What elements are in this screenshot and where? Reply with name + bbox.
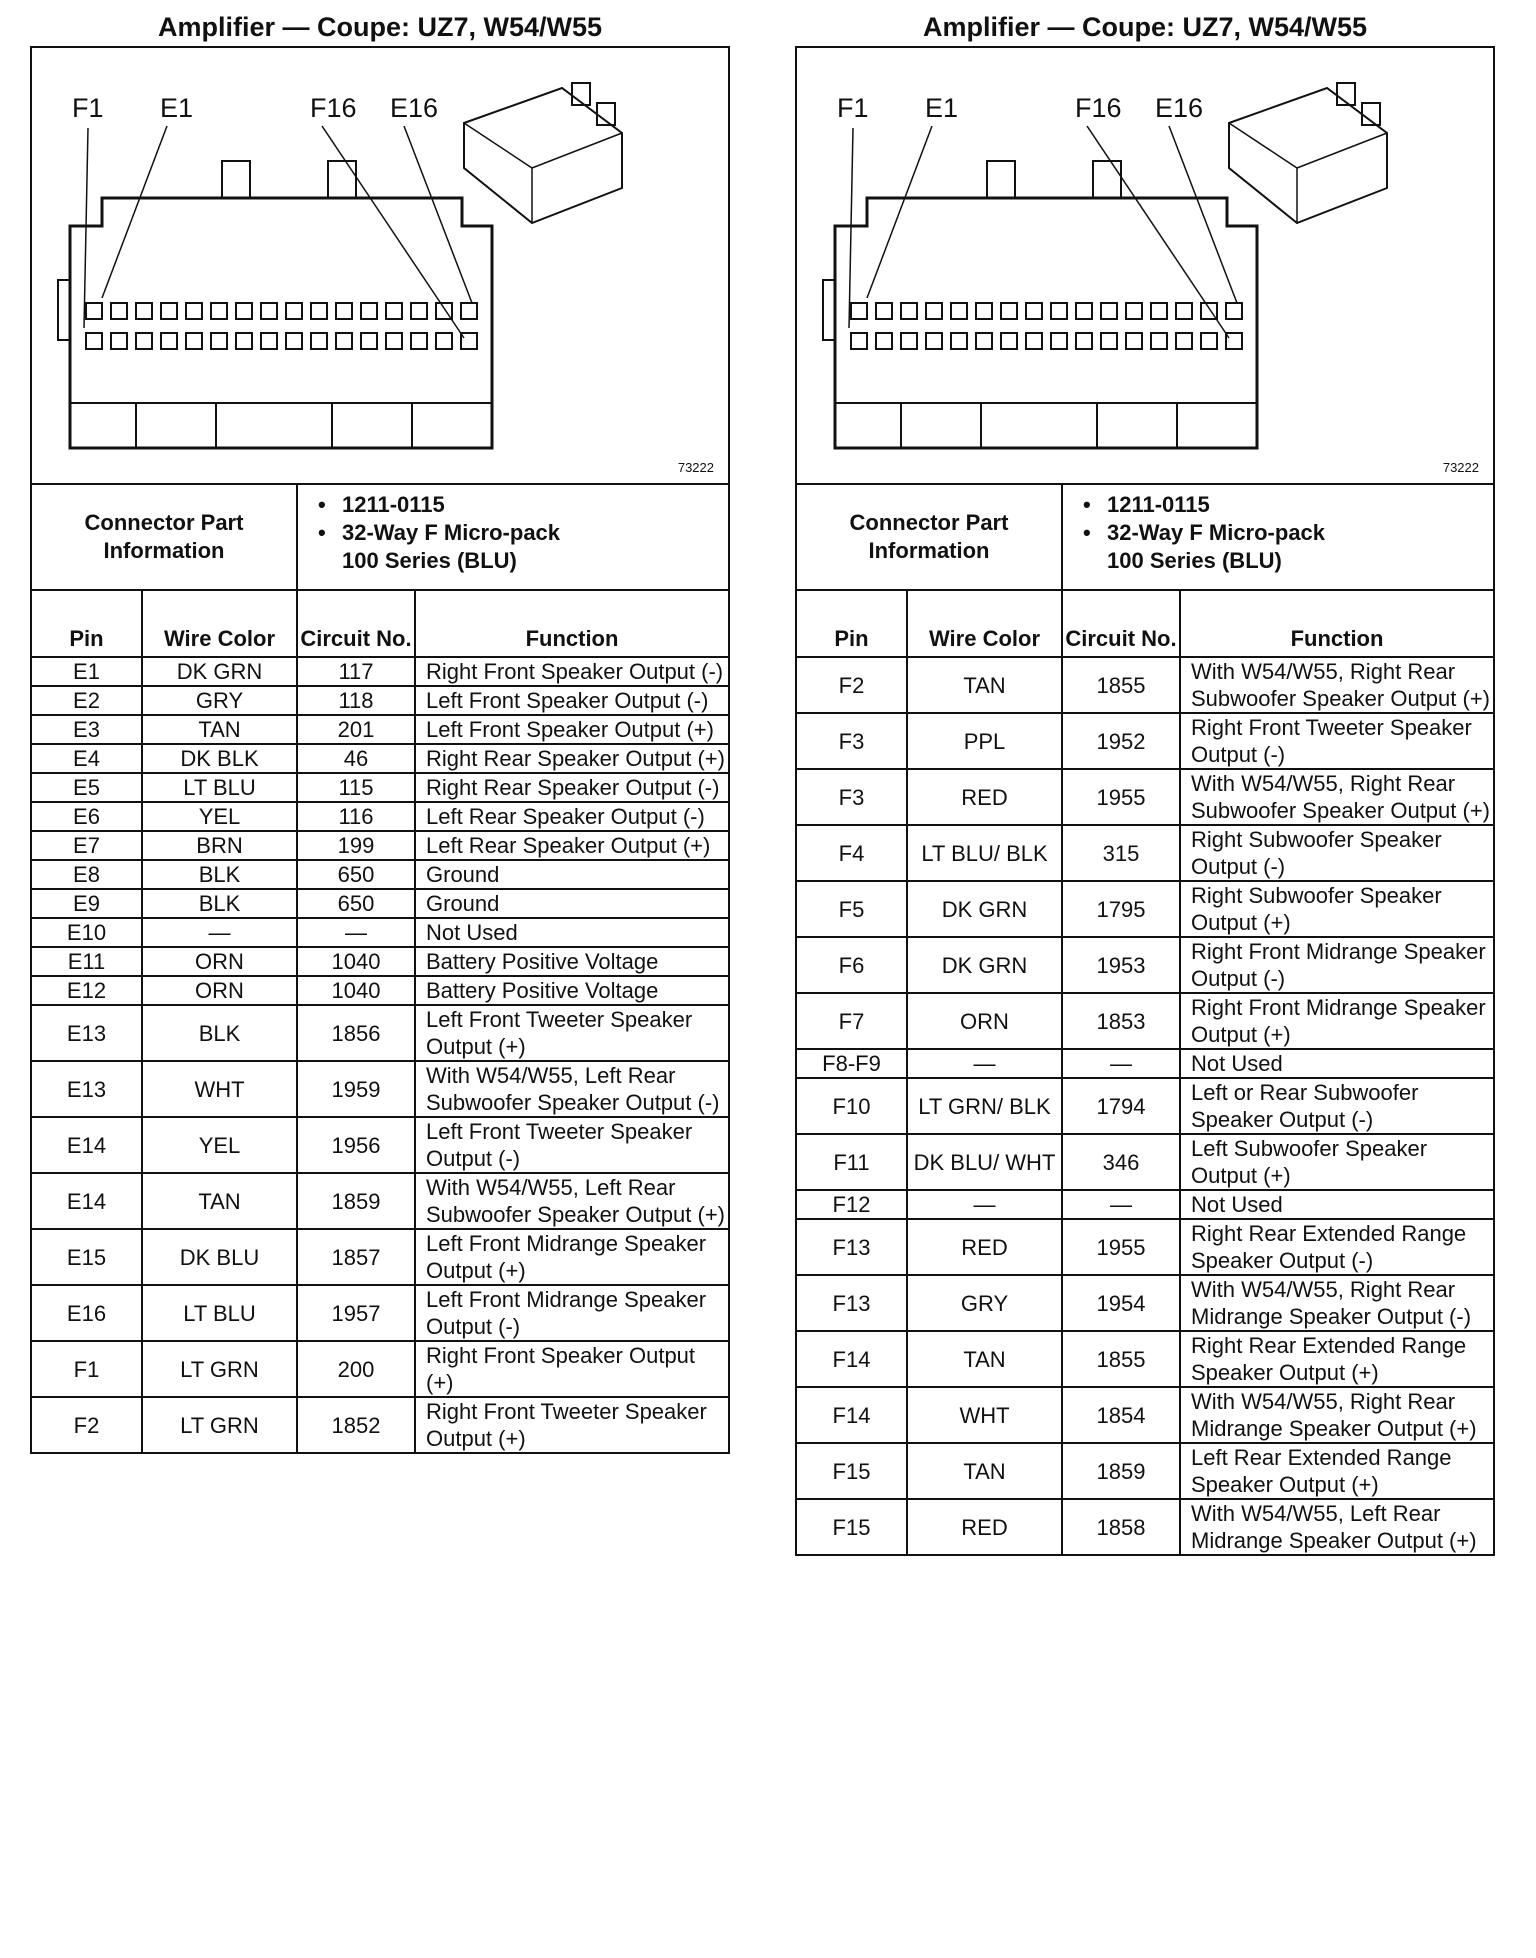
connector-info-label: Connector Part Information [32,485,298,589]
pin-cell: E8 [32,860,142,889]
circuit-cell: 1957 [297,1285,415,1341]
header-pin: Pin [797,591,907,657]
function-cell: With W54/W55, Right Rear Subwoofer Speaker Output (+) [1180,769,1493,825]
table-row [797,825,1493,881]
left-connector-panel [30,8,730,1454]
table-row [797,1078,1493,1134]
wire-color-cell: DK GRN [907,937,1062,993]
pinout-rows [32,657,728,1452]
function-cell: Left Rear Speaker Output (-) [415,802,728,831]
connector-box [795,46,1495,1556]
header-function: Function [1180,591,1493,657]
header-function: Function [415,591,728,657]
pin-cell: E11 [32,947,142,976]
pin-cell: F15 [797,1499,907,1554]
circuit-cell: 650 [297,860,415,889]
function-cell: Right Subwoofer Speaker Output (-) [1180,825,1493,881]
pin-cell: E12 [32,976,142,1005]
pin-cell: E6 [32,802,142,831]
wire-color-cell: WHT [907,1387,1062,1443]
table-header [797,591,1493,657]
pinout-rows [797,657,1493,1554]
wire-color-cell: BLK [142,1005,297,1061]
wire-color-cell: DK GRN [142,657,297,686]
panel-title: Amplifier — Coupe: UZ7, W54/W55 [157,12,603,42]
part-type: • 32-Way F Micro-pack [1107,519,1493,547]
circuit-cell: 1955 [1062,769,1180,825]
table-row [32,889,728,918]
table-row [32,773,728,802]
pin-label-e1: E1 [925,93,959,123]
wire-color-cell: — [907,1190,1062,1219]
table-row [32,1229,728,1285]
pin-cell: E3 [32,715,142,744]
pin-cell: F13 [797,1219,907,1275]
circuit-cell: 117 [297,657,415,686]
function-cell: Left Front Tweeter Speaker Output (-) [415,1117,728,1173]
function-cell: With W54/W55, Right Rear Midrange Speaker Output (+) [1180,1387,1493,1443]
wire-color-cell: DK BLU/ WHT [907,1134,1062,1190]
wire-color-cell: BRN [142,831,297,860]
right-connector-panel [795,8,1495,1556]
pinout-table [797,591,1493,1554]
circuit-cell: 1852 [297,1397,415,1452]
part-details [298,485,728,589]
function-cell: Left Rear Extended Range Speaker Output (+) [1180,1443,1493,1499]
function-cell: Left Front Midrange Speaker Output (+) [415,1229,728,1285]
circuit-cell: 1857 [297,1229,415,1285]
circuit-cell: 115 [297,773,415,802]
header-pin: Pin [32,591,142,657]
wire-color-cell: GRY [907,1275,1062,1331]
pinout-table [32,591,728,1452]
pin-cell: F11 [797,1134,907,1190]
pin-cell: E14 [32,1117,142,1173]
pin-cell: E13 [32,1005,142,1061]
wire-color-cell: ORN [907,993,1062,1049]
connector-diagram [32,48,728,485]
wire-color-cell: LT BLU [142,773,297,802]
pin-cell: E7 [32,831,142,860]
circuit-cell: 1858 [1062,1499,1180,1554]
pin-cell: F3 [797,713,907,769]
circuit-cell: — [1062,1049,1180,1078]
pin-cell: F1 [32,1341,142,1397]
table-row [797,1190,1493,1219]
function-cell: Ground [415,889,728,918]
table-row [32,976,728,1005]
pin-cell: F8-F9 [797,1049,907,1078]
pin-label-e1: E1 [160,93,194,123]
circuit-cell: 1853 [1062,993,1180,1049]
pin-cell: F4 [797,825,907,881]
pin-label-f1: F1 [72,93,104,123]
connector-info [32,485,728,591]
circuit-cell: 315 [1062,825,1180,881]
header-wire-color: Wire Color [142,591,297,657]
pin-cell: E14 [32,1173,142,1229]
circuit-cell: 1855 [1062,1331,1180,1387]
function-cell: Right Rear Speaker Output (-) [415,773,728,802]
function-cell: Not Used [1180,1190,1493,1219]
pin-cell: F10 [797,1078,907,1134]
wire-color-cell: LT GRN [142,1341,297,1397]
circuit-cell: 346 [1062,1134,1180,1190]
circuit-cell: 1859 [297,1173,415,1229]
circuit-cell: 1794 [1062,1078,1180,1134]
wire-color-cell: BLK [142,860,297,889]
function-cell: With W54/W55, Left Rear Subwoofer Speaker Output (+) [415,1173,728,1229]
table-row [32,1005,728,1061]
wire-color-cell: WHT [142,1061,297,1117]
pin-cell: F7 [797,993,907,1049]
table-row [32,860,728,889]
part-number: • 1211-0115 [1107,491,1493,519]
wire-color-cell: GRY [142,686,297,715]
table-row [797,993,1493,1049]
pin-cell: F13 [797,1275,907,1331]
table-row [32,947,728,976]
wire-color-cell: ORN [142,976,297,1005]
table-row [797,937,1493,993]
table-row [797,1331,1493,1387]
part-series: 100 Series (BLU) [1107,548,1282,573]
pin-cell: E9 [32,889,142,918]
wire-color-cell: RED [907,1219,1062,1275]
table-row [32,686,728,715]
pin-cell: F2 [32,1397,142,1452]
connector-box [30,46,730,1454]
table-row [32,744,728,773]
pin-label-e16: E16 [390,93,439,123]
table-row [797,657,1493,713]
table-row [797,881,1493,937]
table-row [32,1397,728,1452]
table-row [797,1443,1493,1499]
function-cell: Left Front Midrange Speaker Output (-) [415,1285,728,1341]
part-series: 100 Series (BLU) [342,548,517,573]
wire-color-cell: TAN [907,657,1062,713]
table-row [32,1061,728,1117]
wire-color-cell: LT BLU [142,1285,297,1341]
table-row [797,1275,1493,1331]
circuit-cell: 650 [297,889,415,918]
table-row [797,1134,1493,1190]
wire-color-cell: DK GRN [907,881,1062,937]
pin-label-f16: F16 [1075,93,1122,123]
connector-drawing [797,48,1493,483]
circuit-cell: 1854 [1062,1387,1180,1443]
function-cell: Right Front Speaker Output (+) [415,1341,728,1397]
function-cell: Left Rear Speaker Output (+) [415,831,728,860]
function-cell: With W54/W55, Right Rear Midrange Speaker Output (-) [1180,1275,1493,1331]
wire-color-cell: TAN [142,715,297,744]
function-cell: Right Subwoofer Speaker Output (+) [1180,881,1493,937]
circuit-cell: 1959 [297,1061,415,1117]
circuit-cell: 1952 [1062,713,1180,769]
function-cell: With W54/W55, Right Rear Subwoofer Speaker Output (+) [1180,657,1493,713]
pin-label-e16: E16 [1155,93,1204,123]
function-cell: Right Rear Speaker Output (+) [415,744,728,773]
circuit-cell: 1955 [1062,1219,1180,1275]
wire-color-cell: RED [907,1499,1062,1554]
connector-diagram [797,48,1493,485]
pin-cell: F12 [797,1190,907,1219]
pin-cell: F2 [797,657,907,713]
function-cell: Right Rear Extended Range Speaker Output (-) [1180,1219,1493,1275]
circuit-cell: 1040 [297,947,415,976]
wire-color-cell: — [142,918,297,947]
function-cell: Right Rear Extended Range Speaker Output (+) [1180,1331,1493,1387]
table-row [32,1285,728,1341]
pin-cell: E16 [32,1285,142,1341]
table-row [797,1387,1493,1443]
wire-color-cell: LT GRN [142,1397,297,1452]
circuit-cell: 1855 [1062,657,1180,713]
circuit-cell: — [1062,1190,1180,1219]
function-cell: With W54/W55, Left Rear Subwoofer Speaker Output (-) [415,1061,728,1117]
table-row [797,1219,1493,1275]
circuit-cell: 1795 [1062,881,1180,937]
circuit-cell: 46 [297,744,415,773]
wire-color-cell: YEL [142,1117,297,1173]
circuit-cell: — [297,918,415,947]
pin-cell: E1 [32,657,142,686]
table-row [32,1341,728,1397]
wire-color-cell: DK BLU [142,1229,297,1285]
function-cell: Left Front Tweeter Speaker Output (+) [415,1005,728,1061]
table-row [32,918,728,947]
pin-cell: E13 [32,1061,142,1117]
pin-cell: F14 [797,1331,907,1387]
table-row [797,713,1493,769]
panel-title: Amplifier — Coupe: UZ7, W54/W55 [922,12,1368,42]
function-cell: Left Front Speaker Output (+) [415,715,728,744]
pin-cell: F6 [797,937,907,993]
circuit-cell: 1856 [297,1005,415,1061]
pin-cell: E5 [32,773,142,802]
function-cell: With W54/W55, Left Rear Midrange Speaker Output (+) [1180,1499,1493,1554]
table-row [797,1499,1493,1554]
header-circuit: Circuit No. [1062,591,1180,657]
table-row [32,1173,728,1229]
pin-label-f16: F16 [310,93,357,123]
pin-cell: E4 [32,744,142,773]
circuit-cell: 1040 [297,976,415,1005]
pin-cell: E10 [32,918,142,947]
pin-label-f1: F1 [837,93,869,123]
wire-color-cell: RED [907,769,1062,825]
function-cell: Left Front Speaker Output (-) [415,686,728,715]
circuit-cell: 1956 [297,1117,415,1173]
wire-color-cell: YEL [142,802,297,831]
circuit-cell: 199 [297,831,415,860]
part-type: • 32-Way F Micro-pack [342,519,728,547]
wire-color-cell: ORN [142,947,297,976]
pin-cell: F5 [797,881,907,937]
circuit-cell: 1859 [1062,1443,1180,1499]
function-cell: Left Subwoofer Speaker Output (+) [1180,1134,1493,1190]
circuit-cell: 116 [297,802,415,831]
pin-cell: F3 [797,769,907,825]
table-row [32,802,728,831]
function-cell: Left or Rear Subwoofer Speaker Output (-) [1180,1078,1493,1134]
wire-color-cell: — [907,1049,1062,1078]
pin-cell: E15 [32,1229,142,1285]
function-cell: Right Front Midrange Speaker Output (-) [1180,937,1493,993]
table-row [32,715,728,744]
circuit-cell: 118 [297,686,415,715]
function-cell: Right Front Speaker Output (-) [415,657,728,686]
table-row [797,769,1493,825]
function-cell: Right Front Midrange Speaker Output (+) [1180,993,1493,1049]
table-row [32,657,728,686]
function-cell: Right Front Tweeter Speaker Output (-) [1180,713,1493,769]
pin-cell: F15 [797,1443,907,1499]
table-row [32,831,728,860]
diagram-code: 73222 [677,460,714,475]
diagram-code: 73222 [1442,460,1479,475]
table-header [32,591,728,657]
circuit-cell: 1953 [1062,937,1180,993]
function-cell: Battery Positive Voltage [415,976,728,1005]
wire-color-cell: LT GRN/ BLK [907,1078,1062,1134]
circuit-cell: 200 [297,1341,415,1397]
connector-info-label: Connector Part Information [797,485,1063,589]
function-cell: Not Used [1180,1049,1493,1078]
function-cell: Right Front Tweeter Speaker Output (+) [415,1397,728,1452]
pin-cell: F14 [797,1387,907,1443]
circuit-cell: 1954 [1062,1275,1180,1331]
function-cell: Not Used [415,918,728,947]
part-details [1063,485,1493,589]
part-number: • 1211-0115 [342,491,728,519]
function-cell: Ground [415,860,728,889]
wire-color-cell: LT BLU/ BLK [907,825,1062,881]
connector-drawing [32,48,728,483]
wire-color-cell: TAN [907,1443,1062,1499]
header-wire-color: Wire Color [907,591,1062,657]
circuit-cell: 201 [297,715,415,744]
pin-cell: E2 [32,686,142,715]
wire-color-cell: BLK [142,889,297,918]
table-row [797,1049,1493,1078]
table-row [32,1117,728,1173]
connector-info [797,485,1493,591]
wire-color-cell: DK BLK [142,744,297,773]
function-cell: Battery Positive Voltage [415,947,728,976]
header-circuit: Circuit No. [297,591,415,657]
wire-color-cell: TAN [907,1331,1062,1387]
wire-color-cell: PPL [907,713,1062,769]
wire-color-cell: TAN [142,1173,297,1229]
